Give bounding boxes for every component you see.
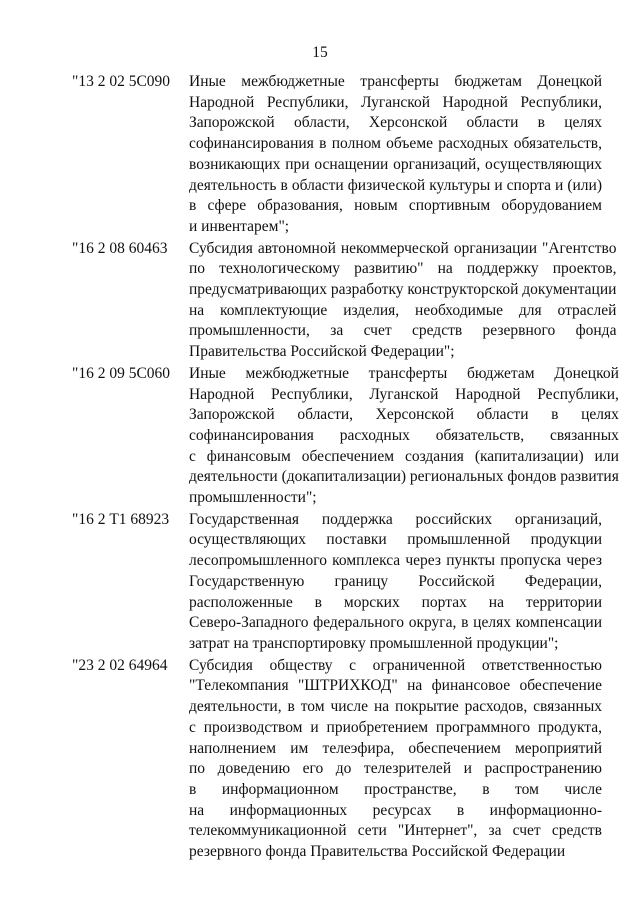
budget-code-description — [189, 510, 602, 655]
description-line: Субсидия обществу с ограниченной ответственностью — [189, 656, 602, 674]
budget-code: "16 2 08 60463 — [72, 239, 168, 257]
description-line: осуществляющих поставки промышленной продукции — [189, 531, 602, 549]
description-line: с финансовым обеспечением создания (капитализации) или — [189, 447, 619, 465]
description-line: по технологическому развитию" на поддержку проектов, — [189, 260, 617, 278]
description-line: на информационных ресурсах в информационно- — [189, 801, 602, 819]
description-line: расположенные в морских портах на территории — [189, 593, 602, 611]
page-number: 15 — [312, 44, 328, 61]
description-line: предусматривающих разработку конструкторской документации — [189, 281, 617, 299]
description-line: Северо-Западного федерального округа, в целях компенсации — [189, 614, 602, 632]
description-line: по доведению его до телезрителей и распространению — [189, 760, 602, 778]
budget-code-description — [189, 72, 602, 238]
description-line: Запорожской области, Херсонской области в целях — [189, 406, 619, 424]
description-line: Субсидия автономной некоммерческой организации "Агентство — [189, 239, 617, 257]
description-line: софинансирования расходных обязательств, связанных — [189, 426, 619, 444]
description-line: Народной Республики, Луганской Народной Республики, — [189, 385, 619, 403]
description-line: и инвентарем"; — [189, 217, 290, 235]
description-line: промышленности, за счет средств резервного фонда — [189, 322, 617, 340]
description-line: лесопромышленного комплекса через пункты пропуска через — [189, 552, 602, 570]
budget-code-entry — [72, 364, 619, 509]
description-line: промышленности"; — [189, 489, 317, 507]
description-line: с производством и приобретением программного продукта, — [189, 718, 602, 736]
description-line: телекоммуникационной сети "Интернет", за счет средств — [189, 822, 602, 840]
budget-code-description — [189, 239, 616, 363]
description-line: "Телекомпания "ШТРИХКОД" на финансовое обеспечение — [189, 677, 602, 695]
description-line: софинансирования в полном объеме расходных обязательств, — [189, 135, 602, 153]
budget-code-entry — [72, 72, 602, 238]
description-line: наполнением им телеэфира, обеспечением мероприятий — [189, 739, 602, 757]
budget-code: "23 2 02 64964 — [72, 656, 168, 674]
budget-code-list — [72, 72, 619, 864]
description-line: Государственная поддержка российских организаций, — [189, 510, 602, 528]
description-line: деятельности, в том числе на покрытие расходов, связанных — [189, 698, 602, 716]
budget-code-description — [189, 364, 619, 509]
description-line: Народной Республики, Луганской Народной Республики, — [189, 93, 602, 111]
description-line: Запорожской области, Херсонской области в целях — [189, 114, 602, 132]
description-line: Правительства Российской Федерации"; — [189, 343, 455, 361]
description-line: деятельность в области физической культуры и спорта и (или) — [189, 176, 602, 194]
description-line: в сфере образования, новым спортивным оборудованием — [189, 197, 602, 215]
description-line: Иные межбюджетные трансферты бюджетам Донецкой — [189, 364, 619, 382]
budget-code: "13 2 02 5С090 — [72, 73, 171, 90]
description-line: Иные межбюджетные трансферты бюджетам Донецкой — [189, 73, 602, 90]
description-line: затрат на транспортировку промышленной продукции"; — [189, 634, 559, 652]
budget-code-entry — [72, 239, 617, 363]
description-line: в информационном пространстве, в том числе — [189, 780, 602, 798]
budget-code-entry — [72, 656, 602, 863]
budget-code-entry — [72, 510, 602, 655]
budget-code: "16 2 Т1 68923 — [72, 510, 170, 528]
description-line: деятельности (докапитализации) региональных фондов развития — [189, 468, 619, 486]
description-line: возникающих при оснащении организаций, осуществляющих — [189, 155, 602, 173]
budget-code: "16 2 09 5С060 — [72, 364, 171, 382]
description-line: резервного фонда Правительства Российской Федерации — [189, 843, 566, 861]
description-line: на комплектующие изделия, необходимые для отраслей — [189, 301, 617, 319]
description-line: Государственную границу Российской Федерации, — [189, 572, 602, 590]
budget-code-description — [189, 656, 602, 863]
